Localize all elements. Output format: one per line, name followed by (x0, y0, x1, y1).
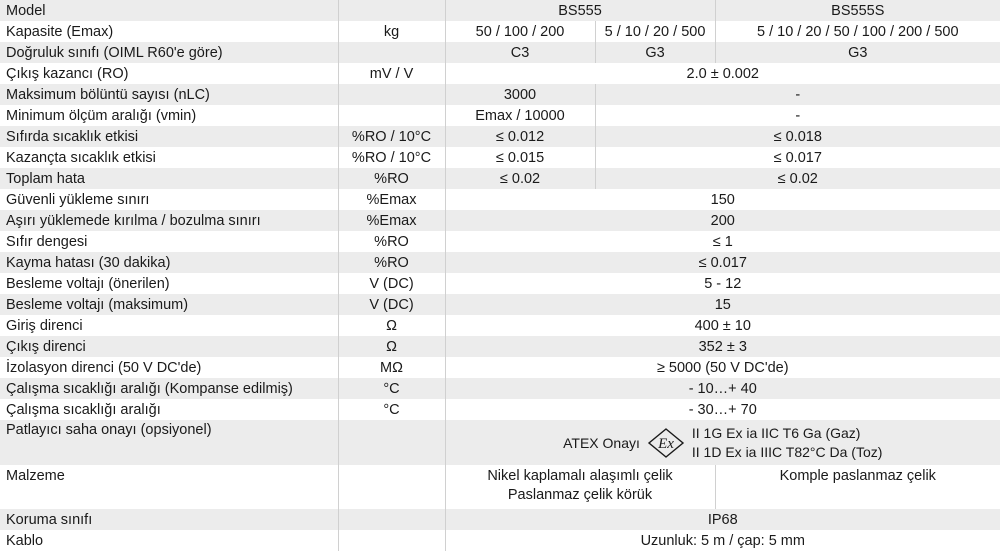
atex-gas-marking: II 1G Ex ia IIC T6 Ga (Gaz) (691, 425, 861, 441)
table-row (0, 294, 1000, 315)
row-unit (338, 84, 445, 105)
row-unit: %RO / 10°C (338, 126, 445, 147)
row-value: ≤ 0.017 (595, 147, 1000, 168)
row-value: ≥ 5000 (50 V DC'de) (445, 357, 1000, 378)
table-row (0, 315, 1000, 336)
table-row (0, 378, 1000, 399)
row-value: 15 (445, 294, 1000, 315)
row-label: Kayma hatası (30 dakika) (0, 252, 338, 273)
row-label: Sıfır dengesi (0, 231, 338, 252)
row-value: 50 / 100 / 200 (445, 21, 595, 42)
header-bs555s: BS555S (715, 0, 1000, 21)
row-value: 5 - 12 (445, 273, 1000, 294)
row-label: Çalışma sıcaklığı aralığı (0, 399, 338, 420)
row-label: Güvenli yükleme sınırı (0, 189, 338, 210)
row-value: IP68 (445, 509, 1000, 530)
table-row (0, 336, 1000, 357)
atex-approval-cell (445, 420, 1000, 465)
row-unit: mV / V (338, 63, 445, 84)
atex-row-label: Patlayıcı saha onayı (opsiyonel) (0, 420, 338, 465)
row-label: Çalışma sıcaklığı aralığı (Kompanse edilmiş) (0, 378, 338, 399)
row-value: 2.0 ± 0.002 (445, 63, 1000, 84)
row-value: - 30…+ 70 (445, 399, 1000, 420)
row-unit (338, 105, 445, 126)
row-unit (338, 42, 445, 63)
row-label: Çıkış direnci (0, 336, 338, 357)
row-label: Besleme voltajı (maksimum) (0, 294, 338, 315)
row-value: 200 (445, 210, 1000, 231)
row-unit: %RO (338, 231, 445, 252)
row-unit: kg (338, 21, 445, 42)
row-label: Maksimum bölüntü sayısı (nLC) (0, 84, 338, 105)
table-row (0, 84, 1000, 105)
row-label: Kablo (0, 530, 338, 551)
atex-row (0, 420, 1000, 465)
row-label: Kapasite (Emax) (0, 21, 338, 42)
row-label: Kazançta sıcaklık etkisi (0, 147, 338, 168)
row-label: Besleme voltajı (önerilen) (0, 273, 338, 294)
table-row (0, 399, 1000, 420)
ex-icon (646, 427, 686, 459)
row-unit (338, 420, 445, 465)
row-value: Emax / 10000 (445, 105, 595, 126)
row-label: Giriş direnci (0, 315, 338, 336)
row-value: Uzunluk: 5 m / çap: 5 mm (445, 530, 1000, 551)
header-unit (338, 0, 445, 21)
row-unit: %Emax (338, 210, 445, 231)
row-value: ≤ 0.017 (445, 252, 1000, 273)
row-unit: MΩ (338, 357, 445, 378)
table-row (0, 147, 1000, 168)
atex-marking (692, 424, 883, 462)
row-unit: Ω (338, 336, 445, 357)
row-label: Koruma sınıfı (0, 509, 338, 530)
material-bs555s: Komple paslanmaz çelik (715, 465, 1000, 509)
table-row (0, 273, 1000, 294)
table-row (0, 21, 1000, 42)
row-value: - 10…+ 40 (445, 378, 1000, 399)
row-unit: °C (338, 378, 445, 399)
row-value: 5 / 10 / 20 / 50 / 100 / 200 / 500 (715, 21, 1000, 42)
header-bs555: BS555 (445, 0, 715, 21)
row-unit: V (DC) (338, 273, 445, 294)
row-label: Toplam hata (0, 168, 338, 189)
material-body: Nikel kaplamalı alaşımlı çelik (487, 468, 673, 484)
row-value: 3000 (445, 84, 595, 105)
row-value: C3 (445, 42, 595, 63)
table-row (0, 189, 1000, 210)
row-label: Çıkış kazancı (RO) (0, 63, 338, 84)
row-value: ≤ 0.02 (445, 168, 595, 189)
material-row (0, 465, 1000, 509)
row-unit: %Emax (338, 189, 445, 210)
table-row (0, 168, 1000, 189)
table-row (0, 509, 1000, 530)
row-label: Minimum ölçüm aralığı (vmin) (0, 105, 338, 126)
row-unit: V (DC) (338, 294, 445, 315)
row-value: - (595, 105, 1000, 126)
row-value: G3 (715, 42, 1000, 63)
table-row (0, 105, 1000, 126)
material-bs555 (445, 465, 715, 509)
table-row (0, 42, 1000, 63)
atex-approval (563, 421, 882, 462)
row-value: 400 ± 10 (445, 315, 1000, 336)
row-value: 5 / 10 / 20 / 500 (595, 21, 715, 42)
header-model-label: Model (0, 0, 338, 21)
row-unit (338, 465, 445, 509)
table-row (0, 210, 1000, 231)
row-unit: %RO (338, 168, 445, 189)
row-unit: Ω (338, 315, 445, 336)
row-unit (338, 509, 445, 530)
material-bellows: Paslanmaz çelik körük (507, 487, 653, 503)
table-row (0, 126, 1000, 147)
row-value: ≤ 0.012 (445, 126, 595, 147)
table-row (0, 231, 1000, 252)
table-row (0, 63, 1000, 84)
row-value: 352 ± 3 (445, 336, 1000, 357)
svg-text:Ex: Ex (657, 436, 674, 452)
header-row (0, 0, 1000, 21)
row-value: ≤ 0.018 (595, 126, 1000, 147)
table-row (0, 252, 1000, 273)
row-unit (338, 530, 445, 551)
row-value: ≤ 0.015 (445, 147, 595, 168)
row-value: ≤ 0.02 (595, 168, 1000, 189)
row-unit: °C (338, 399, 445, 420)
row-value: 150 (445, 189, 1000, 210)
material-label: Malzeme (0, 465, 338, 509)
row-value: G3 (595, 42, 715, 63)
atex-approval-label: ATEX Onayı (563, 435, 640, 451)
row-value: - (595, 84, 1000, 105)
row-value: ≤ 1 (445, 231, 1000, 252)
row-unit: %RO / 10°C (338, 147, 445, 168)
table-row (0, 530, 1000, 551)
row-label: İzolasyon direnci (50 V DC'de) (0, 357, 338, 378)
row-label: Aşırı yüklemede kırılma / bozulma sınırı (0, 210, 338, 231)
row-label: Sıfırda sıcaklık etkisi (0, 126, 338, 147)
row-label: Doğruluk sınıfı (OIML R60'e göre) (0, 42, 338, 63)
atex-dust-marking: II 1D Ex ia IIIC T82°C Da (Toz) (691, 444, 883, 460)
table-row (0, 357, 1000, 378)
row-unit: %RO (338, 252, 445, 273)
